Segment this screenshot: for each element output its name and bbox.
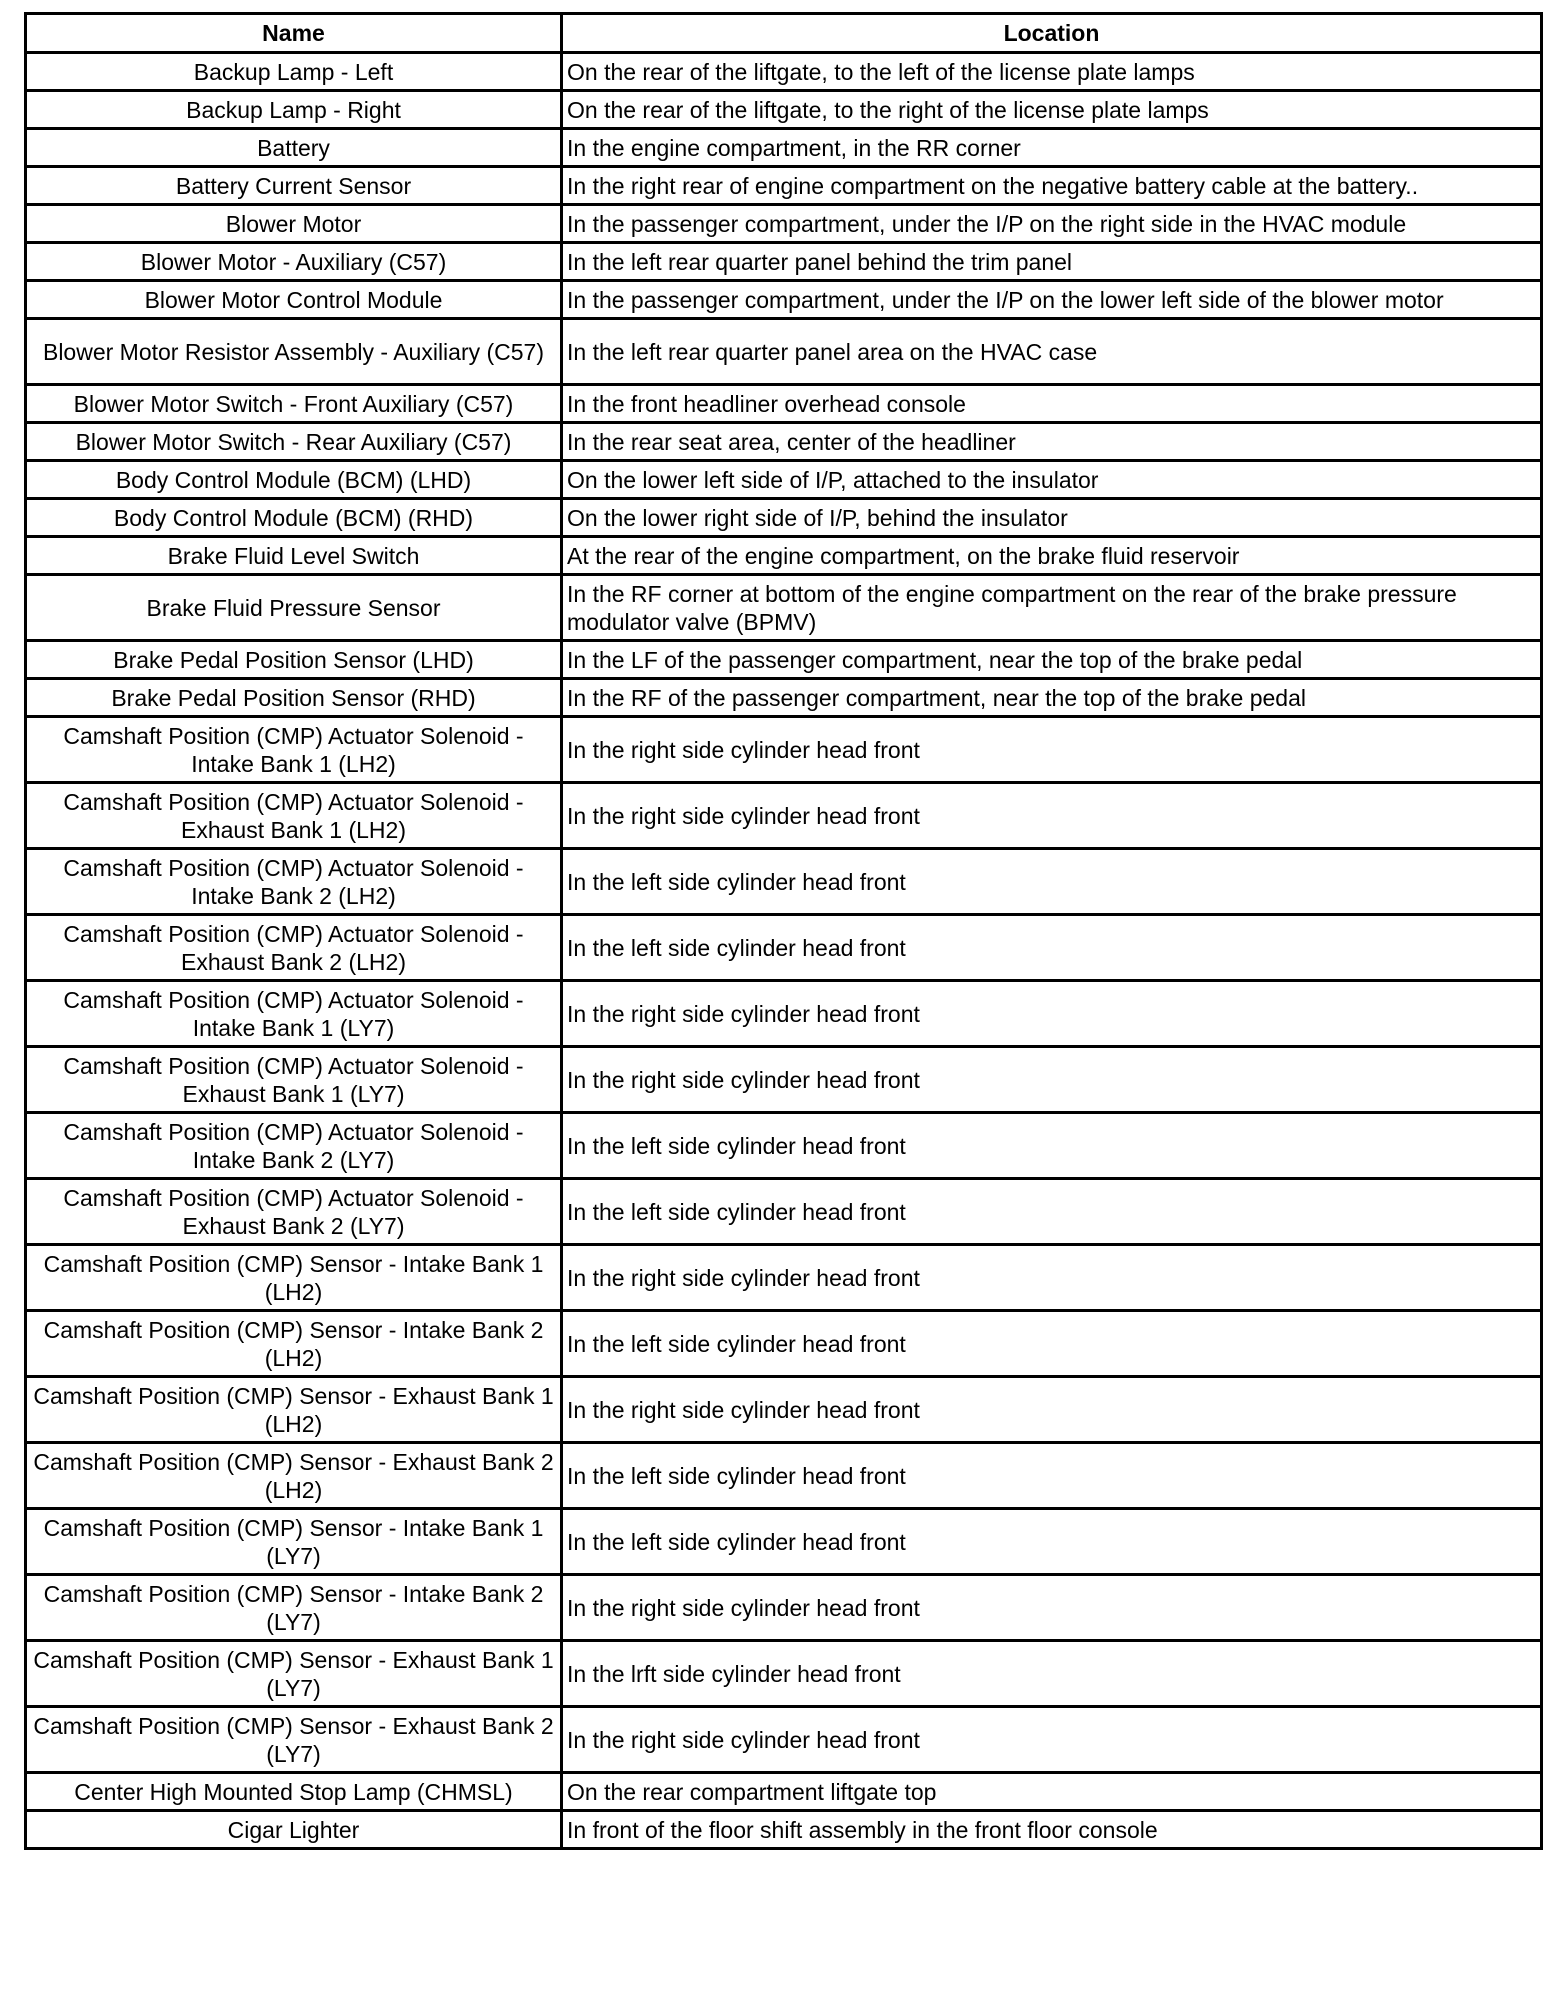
row-location-cell: In the front headliner overhead console	[562, 385, 1542, 423]
table-row	[26, 167, 1542, 205]
row-location-cell: On the lower right side of I/P, behind the insulator	[562, 499, 1542, 537]
row-name-cell: Camshaft Position (CMP) Sensor - Exhaust Bank 2 (LY7)	[26, 1707, 562, 1773]
row-location-cell: In front of the floor shift assembly in the front floor console	[562, 1811, 1542, 1849]
table-row	[26, 981, 1542, 1047]
row-location-cell: On the lower left side of I/P, attached to the insulator	[562, 461, 1542, 499]
header-location: Location	[562, 14, 1542, 53]
table-row	[26, 499, 1542, 537]
row-location-cell: In the left side cylinder head front	[562, 1443, 1542, 1509]
row-location-cell: In the right side cylinder head front	[562, 783, 1542, 849]
table-row	[26, 1575, 1542, 1641]
row-location-cell: In the left side cylinder head front	[562, 1179, 1542, 1245]
table-row	[26, 1113, 1542, 1179]
row-name-cell: Brake Fluid Level Switch	[26, 537, 562, 575]
row-name-cell: Camshaft Position (CMP) Sensor - Intake Bank 1 (LH2)	[26, 1245, 562, 1311]
table-row	[26, 1641, 1542, 1707]
row-name-cell: Camshaft Position (CMP) Actuator Solenoid - Intake Bank 1 (LH2)	[26, 717, 562, 783]
row-name-cell: Camshaft Position (CMP) Sensor - Exhaust Bank 2 (LH2)	[26, 1443, 562, 1509]
row-name-cell: Cigar Lighter	[26, 1811, 562, 1849]
component-location-table	[24, 12, 1543, 1850]
row-location-cell: In the RF of the passenger compartment, near the top of the brake pedal	[562, 679, 1542, 717]
table-header	[26, 14, 1542, 53]
row-name-cell: Blower Motor - Auxiliary (C57)	[26, 243, 562, 281]
row-name-cell: Camshaft Position (CMP) Actuator Solenoid - Exhaust Bank 2 (LY7)	[26, 1179, 562, 1245]
table-row	[26, 783, 1542, 849]
row-location-cell: In the engine compartment, in the RR corner	[562, 129, 1542, 167]
row-location-cell: In the passenger compartment, under the I/P on the right side in the HVAC module	[562, 205, 1542, 243]
row-name-cell: Blower Motor	[26, 205, 562, 243]
row-location-cell: On the rear of the liftgate, to the left of the license plate lamps	[562, 53, 1542, 91]
table-row	[26, 1377, 1542, 1443]
table-row	[26, 1509, 1542, 1575]
table-row	[26, 717, 1542, 783]
row-location-cell: In the left rear quarter panel area on the HVAC case	[562, 319, 1542, 385]
row-name-cell: Brake Fluid Pressure Sensor	[26, 575, 562, 641]
table-row	[26, 281, 1542, 319]
table-row	[26, 319, 1542, 385]
row-name-cell: Camshaft Position (CMP) Sensor - Intake Bank 1 (LY7)	[26, 1509, 562, 1575]
table-row	[26, 1047, 1542, 1113]
row-location-cell: In the right side cylinder head front	[562, 1377, 1542, 1443]
table-row	[26, 1773, 1542, 1811]
table-row	[26, 91, 1542, 129]
row-name-cell: Body Control Module (BCM) (LHD)	[26, 461, 562, 499]
table-row	[26, 243, 1542, 281]
row-location-cell: In the right rear of engine compartment on the negative battery cable at the battery..	[562, 167, 1542, 205]
row-name-cell: Brake Pedal Position Sensor (LHD)	[26, 641, 562, 679]
row-name-cell: Camshaft Position (CMP) Sensor - Intake Bank 2 (LY7)	[26, 1575, 562, 1641]
row-location-cell: In the RF corner at bottom of the engine compartment on the rear of the brake pressure modulator valve (BPMV)	[562, 575, 1542, 641]
row-location-cell: In the right side cylinder head front	[562, 1575, 1542, 1641]
row-location-cell: In the left side cylinder head front	[562, 1113, 1542, 1179]
row-name-cell: Camshaft Position (CMP) Sensor - Exhaust Bank 1 (LH2)	[26, 1377, 562, 1443]
row-name-cell: Blower Motor Resistor Assembly - Auxiliary (C57)	[26, 319, 562, 385]
table-row	[26, 1707, 1542, 1773]
table-row	[26, 1311, 1542, 1377]
row-location-cell: On the rear compartment liftgate top	[562, 1773, 1542, 1811]
table-row	[26, 461, 1542, 499]
header-row	[26, 14, 1542, 53]
row-location-cell: In the rear seat area, center of the headliner	[562, 423, 1542, 461]
table-row	[26, 205, 1542, 243]
table-row	[26, 53, 1542, 91]
table-row	[26, 1245, 1542, 1311]
table-row	[26, 849, 1542, 915]
row-location-cell: In the left rear quarter panel behind the trim panel	[562, 243, 1542, 281]
row-location-cell: In the right side cylinder head front	[562, 717, 1542, 783]
row-location-cell: In the LF of the passenger compartment, near the top of the brake pedal	[562, 641, 1542, 679]
header-name: Name	[26, 14, 562, 53]
row-name-cell: Body Control Module (BCM) (RHD)	[26, 499, 562, 537]
row-name-cell: Camshaft Position (CMP) Actuator Solenoid - Exhaust Bank 2 (LH2)	[26, 915, 562, 981]
row-name-cell: Camshaft Position (CMP) Actuator Solenoid - Exhaust Bank 1 (LY7)	[26, 1047, 562, 1113]
row-location-cell: At the rear of the engine compartment, on the brake fluid reservoir	[562, 537, 1542, 575]
row-location-cell: In the left side cylinder head front	[562, 915, 1542, 981]
row-name-cell: Blower Motor Control Module	[26, 281, 562, 319]
row-name-cell: Blower Motor Switch - Rear Auxiliary (C57)	[26, 423, 562, 461]
row-location-cell: In the right side cylinder head front	[562, 1047, 1542, 1113]
row-location-cell: In the lrft side cylinder head front	[562, 1641, 1542, 1707]
row-name-cell: Brake Pedal Position Sensor (RHD)	[26, 679, 562, 717]
row-name-cell: Camshaft Position (CMP) Actuator Solenoid - Intake Bank 1 (LY7)	[26, 981, 562, 1047]
row-name-cell: Backup Lamp - Right	[26, 91, 562, 129]
table-row	[26, 537, 1542, 575]
table-row	[26, 1179, 1542, 1245]
row-name-cell: Camshaft Position (CMP) Sensor - Exhaust Bank 1 (LY7)	[26, 1641, 562, 1707]
row-name-cell: Battery	[26, 129, 562, 167]
table-row	[26, 679, 1542, 717]
row-name-cell: Backup Lamp - Left	[26, 53, 562, 91]
row-name-cell: Camshaft Position (CMP) Sensor - Intake Bank 2 (LH2)	[26, 1311, 562, 1377]
row-location-cell: On the rear of the liftgate, to the right of the license plate lamps	[562, 91, 1542, 129]
row-location-cell: In the left side cylinder head front	[562, 849, 1542, 915]
table-row	[26, 1811, 1542, 1849]
table-row	[26, 423, 1542, 461]
row-location-cell: In the right side cylinder head front	[562, 1245, 1542, 1311]
table-body	[26, 53, 1542, 1849]
row-location-cell: In the right side cylinder head front	[562, 981, 1542, 1047]
table-row	[26, 1443, 1542, 1509]
row-name-cell: Blower Motor Switch - Front Auxiliary (C57)	[26, 385, 562, 423]
row-name-cell: Camshaft Position (CMP) Actuator Solenoid - Intake Bank 2 (LY7)	[26, 1113, 562, 1179]
table-row	[26, 385, 1542, 423]
row-name-cell: Battery Current Sensor	[26, 167, 562, 205]
row-location-cell: In the left side cylinder head front	[562, 1311, 1542, 1377]
row-location-cell: In the left side cylinder head front	[562, 1509, 1542, 1575]
row-name-cell: Camshaft Position (CMP) Actuator Solenoid - Intake Bank 2 (LH2)	[26, 849, 562, 915]
row-name-cell: Center High Mounted Stop Lamp (CHMSL)	[26, 1773, 562, 1811]
table-row	[26, 575, 1542, 641]
row-location-cell: In the right side cylinder head front	[562, 1707, 1542, 1773]
row-name-cell: Camshaft Position (CMP) Actuator Solenoid - Exhaust Bank 1 (LH2)	[26, 783, 562, 849]
table-row	[26, 129, 1542, 167]
table-row	[26, 641, 1542, 679]
table-row	[26, 915, 1542, 981]
row-location-cell: In the passenger compartment, under the I/P on the lower left side of the blower motor	[562, 281, 1542, 319]
